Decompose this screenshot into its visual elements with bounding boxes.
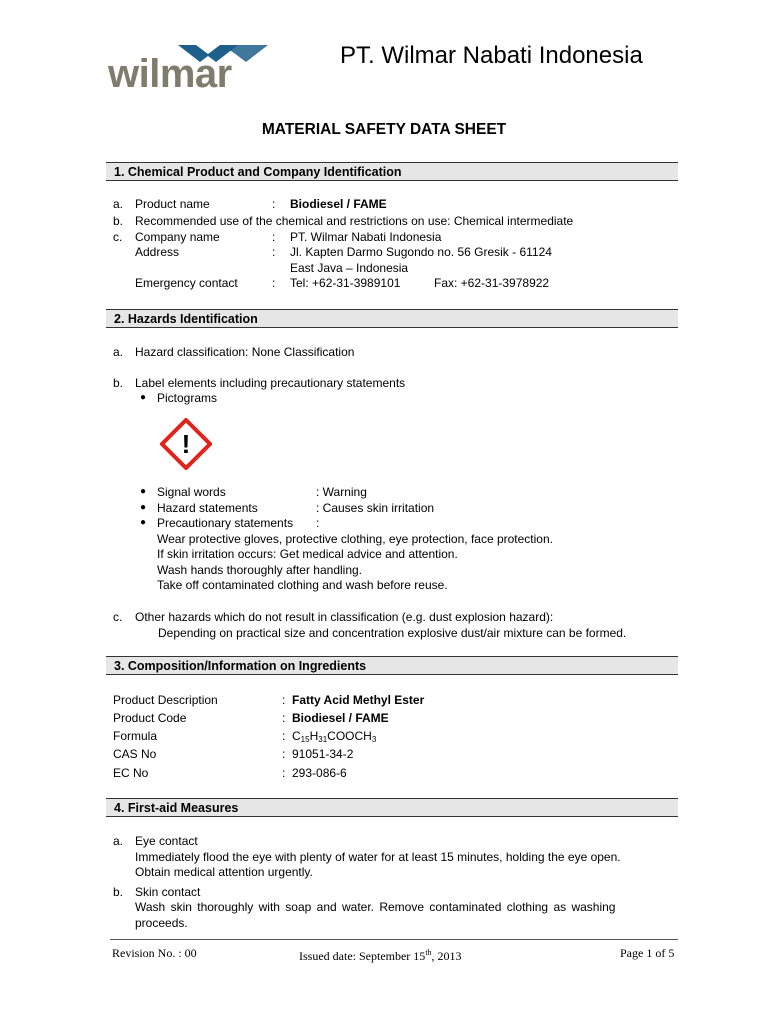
s2-precaution-line: Take off contaminated clothing and wash before reuse. xyxy=(157,578,448,592)
s4-eye-contact-title: Eye contact xyxy=(135,834,198,848)
s1-address-label: Address xyxy=(135,245,180,259)
s2-precaution-line: If skin irritation occurs: Get medical advice and attention. xyxy=(157,547,458,561)
ghs-exclamation-pictogram-icon xyxy=(160,418,212,470)
document-title: MATERIAL SAFETY DATA SHEET xyxy=(261,121,507,138)
section-4-title: 4. First-aid Measures xyxy=(114,801,239,815)
s1-colon: : xyxy=(272,276,276,290)
s2-precautionary-colon: : xyxy=(316,516,320,530)
formula-h-subscript: 31 xyxy=(318,735,328,744)
s3-code-label: Product Code xyxy=(113,711,187,725)
s3-colon: : xyxy=(282,729,286,743)
s2-b-marker: b. xyxy=(113,376,124,390)
s4-skin-contact-title: Skin contact xyxy=(135,885,201,899)
company-logo xyxy=(108,42,270,98)
s1-emergency-tel: Tel: +62-31-3989101 xyxy=(290,276,401,290)
issued-date-prefix: Issued date: September 15 xyxy=(299,949,426,963)
s2-precaution-line: Wash hands thoroughly after handling. xyxy=(157,563,363,577)
s4-a-marker: a. xyxy=(113,834,124,848)
section-3-header xyxy=(106,656,678,675)
s3-cas-label: CAS No xyxy=(113,747,157,761)
bullet-icon: ● xyxy=(140,392,147,403)
footer-issued-date xyxy=(299,946,462,963)
formula-c-subscript: 15 xyxy=(300,735,310,744)
formula-h: H xyxy=(309,729,319,743)
s1-a-marker: a. xyxy=(113,197,124,211)
s3-ec-value: 293-086-6 xyxy=(292,766,347,780)
s4-eye-contact-line-1: Immediately flood the eye with plenty of water for at least 15 minutes, holding the eye open. xyxy=(135,850,621,864)
section-2-title: 2. Hazards Identification xyxy=(114,312,258,326)
s1-address-line-2: East Java – Indonesia xyxy=(290,261,409,275)
s3-colon: : xyxy=(282,711,286,725)
issued-date-ordinal: th xyxy=(425,948,432,957)
s3-description-value: Fatty Acid Methyl Ester xyxy=(292,693,425,707)
s3-formula-value xyxy=(292,729,376,743)
s4-eye-contact-line-2: Obtain medical attention urgently. xyxy=(135,865,313,879)
s1-company-name-label: Company name xyxy=(135,230,220,244)
issued-date-suffix: , 2013 xyxy=(431,949,462,963)
s3-ec-label: EC No xyxy=(113,766,149,780)
s2-hazard-statements-label: Hazard statements xyxy=(157,501,258,515)
s2-precautionary-label: Precautionary statements xyxy=(157,516,294,530)
s1-colon: : xyxy=(272,230,276,244)
s1-emergency-fax: Fax: +62-31-3978922 xyxy=(434,276,550,290)
s2-hazard-classification: Hazard classification: None Classification xyxy=(135,345,355,359)
bullet-icon: ● xyxy=(140,502,147,513)
section-4-header xyxy=(106,798,678,817)
formula-c: C xyxy=(292,729,301,743)
s2-signal-words-value: : Warning xyxy=(316,485,367,499)
section-3-title: 3. Composition/Information on Ingredients xyxy=(114,659,367,673)
s2-precaution-line: Wear protective gloves, protective clothing, eye protection, face protection. xyxy=(157,532,553,546)
s3-cas-value: 91051-34-2 xyxy=(292,747,354,761)
section-2-header xyxy=(106,309,678,328)
s1-emergency-label: Emergency contact xyxy=(135,276,238,290)
s4-b-marker: b. xyxy=(113,885,124,899)
s1-b-marker: b. xyxy=(113,214,124,228)
section-1-header xyxy=(106,162,678,181)
s1-colon: : xyxy=(272,197,276,211)
s3-description-label: Product Description xyxy=(113,693,218,707)
bullet-icon: ● xyxy=(140,517,147,528)
s2-c-marker: c. xyxy=(113,610,123,624)
s2-signal-words-label: Signal words xyxy=(157,485,226,499)
s1-recommended-use: Recommended use of the chemical and restrictions on use: Chemical intermediate xyxy=(135,214,574,228)
logo-wordmark: wilmar xyxy=(108,52,232,96)
s3-colon: : xyxy=(282,766,286,780)
s2-a-marker: a. xyxy=(113,345,124,359)
s2-other-hazards: Other hazards which do not result in classification (e.g. dust explosion hazard): xyxy=(135,610,554,624)
s1-colon: : xyxy=(272,245,276,259)
s2-hazard-statements-value: : Causes skin irritation xyxy=(316,501,435,515)
s3-colon: : xyxy=(282,693,286,707)
formula-end-subscript: 3 xyxy=(371,735,377,744)
s2-pictograms-label: Pictograms xyxy=(157,391,218,405)
s1-company-name-value: PT. Wilmar Nabati Indonesia xyxy=(290,230,442,244)
pictogram-exclamation-mark: ! xyxy=(181,429,191,459)
footer-divider xyxy=(110,939,678,940)
s4-skin-contact-line-1: Wash skin thoroughly with soap and water. Remove contaminated clothing as washing xyxy=(135,900,616,914)
s3-colon: : xyxy=(282,747,286,761)
formula-cooch: COOCH xyxy=(327,729,372,743)
s2-other-hazards-detail: Depending on practical size and concentration explosive dust/air mixture can be formed. xyxy=(158,626,627,640)
s1-c-marker: c. xyxy=(113,230,123,244)
s3-formula-label: Formula xyxy=(113,729,158,743)
s3-code-value: Biodiesel / FAME xyxy=(292,711,389,725)
footer-page-number: Page 1 of 5 xyxy=(620,946,675,960)
company-title: PT. Wilmar Nabati Indonesia xyxy=(340,42,643,69)
s1-address-line-1: Jl. Kapten Darmo Sugondo no. 56 Gresik - 61124 xyxy=(290,245,552,259)
s2-label-elements: Label elements including precautionary statements xyxy=(135,376,406,390)
footer-revision: Revision No. : 00 xyxy=(112,946,197,960)
section-1-title: 1. Chemical Product and Company Identification xyxy=(114,165,402,179)
s1-product-name-label: Product name xyxy=(135,197,210,211)
bullet-icon: ● xyxy=(140,486,147,497)
s4-skin-contact-line-2: proceeds. xyxy=(135,916,188,930)
s1-product-name-value: Biodiesel / FAME xyxy=(290,197,387,211)
